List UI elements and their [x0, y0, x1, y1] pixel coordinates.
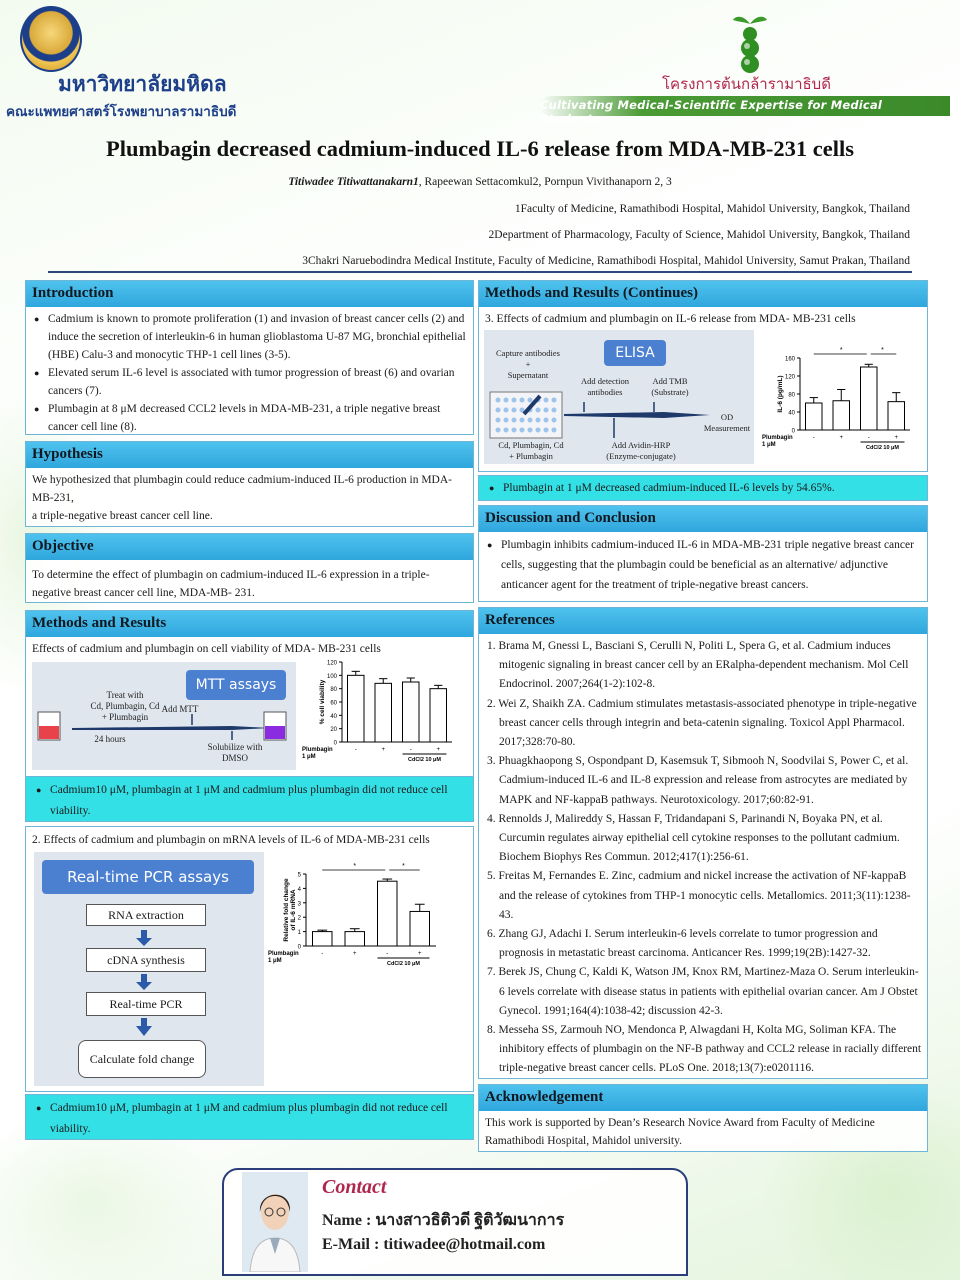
hypothesis-heading: Hypothesis: [26, 442, 473, 468]
acknowledgement-heading: Acknowledgement: [479, 1085, 927, 1111]
group-label: [762, 435, 793, 448]
objective-text: To determine the effect of plumbagin on cadmium-induced IL-6 expression in a triple-negative breast cancer cell line, MDA-MB- 231.: [32, 569, 430, 599]
result3-box: [478, 475, 928, 501]
mtt-solubilize-text: Solubilize with DMSO: [207, 742, 263, 763]
y-axis-label-line: IL-6 (pg/mL): [777, 375, 784, 413]
methods-cont-heading: Methods and Results (Continues): [479, 281, 927, 307]
intro-bullet: ● Cadmium is known to promote proliferation (1) and invasion of breast cancer cells (2) and induce the secretion of interleukin-6 in human glioblastoma U-87 MG, bronchial epithelial (HBE) Calu-3 and monocytic THP-1 cell lines (3-5).: [32, 310, 467, 364]
cdcl2-label: CdCl2 10 μM: [407, 757, 442, 763]
significance-mark: *: [881, 347, 884, 354]
affiliation-1: 1Faculty of Medicine, Ramathibodi Hospital, Mahidol University, Bangkok, Thailand: [514, 203, 910, 215]
group-label-line: Plumbagin: [762, 435, 793, 441]
hypothesis-text-2: a triple-negative breast cancer cell line.: [32, 510, 213, 522]
elisa-flow-arrow: [484, 330, 754, 464]
plumbagin-sign: -: [812, 435, 815, 441]
slogan-banner: [540, 96, 950, 126]
y-tick-label: 1: [297, 930, 301, 937]
project-name: โครงการต้นกล้ารามาธิบดี: [662, 75, 831, 93]
bar: [375, 683, 392, 742]
y-tick-label: 20: [330, 727, 337, 734]
first-author: Titiwadee Titiwattanakarn1: [288, 176, 419, 188]
pcr-flow-arrows: [132, 926, 156, 1042]
result2-text: ● Cadmium10 μM, plumbagin at 1 μM and cadmium plus plumbagin did not reduce cell viability.: [34, 1098, 465, 1140]
elisa-avidin-text: Add Avidin-HRP (Enzyme-conjugate): [606, 440, 676, 461]
il6-release-chart: [760, 346, 920, 456]
bar: [345, 932, 365, 946]
objective-section: [25, 533, 474, 603]
y-tick-label: 2: [297, 915, 301, 922]
elisa-cd-text: Cd, Plumbagin, Cd + Plumbagin: [498, 440, 564, 461]
y-tick-label: 0: [791, 428, 795, 435]
plumbagin-sign: +: [352, 951, 357, 957]
reference-item: 6. Zhang GJ, Adachi I. Serum interleukin-6 levels correlate to tumor progression and prognosis in metastatic breast carcinoma. Anticancer Res. 1999;19(2B):1427-32.: [487, 928, 878, 960]
university-seal-logo: [20, 6, 82, 72]
plumbagin-sign: -: [321, 951, 324, 957]
y-axis-label: [319, 679, 326, 724]
pcr-assays-label: Real-time PCR assays: [42, 860, 254, 894]
introduction-heading: Introduction: [26, 281, 473, 307]
y-tick-label: 100: [326, 673, 337, 680]
elisa-label: ELISA: [604, 340, 666, 366]
plumbagin-sign: -: [409, 747, 412, 753]
hypothesis-section: [25, 441, 474, 527]
y-tick-label: 80: [788, 392, 795, 399]
mtt-treat-text: Treat with Cd, Plumbagin, Cd + Plumbagin: [90, 690, 160, 722]
significance-mark: *: [402, 863, 405, 870]
introduction-section: [25, 280, 474, 435]
cell-viability-chart: [300, 654, 460, 772]
mtt-hours-text: 24 hours: [94, 734, 126, 744]
group-label-line: 1 μM: [302, 754, 316, 760]
pcr-step-fold: Calculate fold change: [78, 1040, 206, 1078]
discussion-text: ● Plumbagin inhibits cadmium-induced IL-6 in MDA-MB-231 triple negative breast cancer cells, suggesting that the plumbagin could be beneficial as an alternative/ adjunctive anticancer agent for the treatment of triple-negative breast cancers.: [485, 535, 921, 595]
reference-item: 1. Brama M, Gnessi L, Basciani S, Cerulli N, Politi L, Spera G, et al. Cadmium induces mitogenic signaling in breast cancer cell by an ERalpha-dependent mechanism. Mol Cell Endocrinol. 2007;264(1-2):102-8.: [487, 640, 909, 691]
hypothesis-text: We hypothesized that plumbagin could reduce cadmium-induced IL-6 production in MDA-MB-231,: [32, 474, 452, 504]
mtt-assays-label: MTT assays: [186, 670, 286, 700]
elisa-od-text: OD Measurement: [703, 412, 751, 433]
y-tick-label: 4: [297, 886, 301, 893]
y-tick-label: 0: [333, 740, 337, 747]
co-authors: , Rapeewan Settacomkul2, Pornpun Vivithanaporn 2, 3: [418, 176, 672, 188]
authors-line: [0, 176, 960, 188]
reference-item: 7. Berek JS, Chung C, Kaldi K, Watson JM, Knox RM, Martinez-Maza O. Serum interleukin-6 levels correlate with disease status in patients with epithelial ovarian cancer. Am J Obstet Gynecol. 1991;164(4):1038-42; discussion 42-3.: [487, 966, 919, 1017]
pcr-step-realtime: Real-time PCR: [86, 992, 206, 1016]
reference-item: 8. Messeha SS, Zarmouh NO, Mendonca P, Alwagdani H, Kolta MG, Soliman KFA. The inhibitory effects of plumbagin on the NF-B pathway and CCL2 release in racially different triple-negative breast cancer cells. PLoS One. 2018;13(7):e0201116.: [487, 1024, 922, 1075]
y-tick-label: 5: [297, 872, 301, 879]
y-axis-label-line: % cell viability: [319, 679, 326, 725]
methods-heading: Methods and Results: [26, 611, 473, 637]
result2-box: [25, 1094, 474, 1140]
author-photo: [242, 1172, 308, 1272]
acknowledgement-section: [478, 1084, 928, 1152]
group-label: [302, 747, 333, 760]
faculty-name: คณะแพทยศาสตร์โรงพยาบาลรามาธิบดี: [6, 104, 237, 120]
bar: [403, 682, 420, 742]
elisa-detect-text: Add detection antibodies: [581, 376, 629, 397]
il6-mrna-chart: [266, 860, 446, 970]
bar: [313, 932, 333, 946]
discussion-heading: Discussion and Conclusion: [479, 506, 927, 532]
y-tick-label: 40: [330, 713, 337, 720]
y-tick-label: 120: [326, 660, 337, 667]
bar: [861, 367, 878, 430]
bar: [410, 911, 430, 946]
contact-title: Contact: [322, 1176, 387, 1198]
result1-box: [25, 776, 474, 822]
y-tick-label: 80: [330, 687, 337, 694]
plumbagin-sign: -: [867, 435, 870, 441]
methods-part3-title: 3. Effects of cadmium and plumbagin on IL-6 release from MDA- MB-231 cells: [485, 313, 856, 325]
reference-item: 3. Phuagkhaopong S, Ospondpant D, Kasemsuk T, Sibmooh N, Soodvilai S, Power C, et al. Cadmium-induced IL-6 and IL-8 expression and release from astrocytes are mediated by MAPK and NF-kappaB pathways. Neurotoxicology. 2017;60:82-91.: [487, 755, 909, 806]
mtt-flow-arrow: [32, 662, 296, 770]
intro-bullet: ● Elevated serum IL-6 level is associated with tumor progression of breast (6) and ovarian cancers (7).: [32, 364, 467, 400]
y-tick-label: 160: [784, 356, 795, 363]
bar: [833, 401, 850, 430]
acknowledgement-text: This work is supported by Dean’s Research Novice Award from Faculty of Medicine Ramathibodi Hospital, Mahidol university.: [485, 1117, 875, 1147]
plumbagin-sign: -: [386, 951, 389, 957]
affiliation-3: 3Chakri Naruebodindra Medical Institute, Faculty of Medicine, Ramathibodi Hospital, Mahidol University, Samut Prakan, Thailand: [302, 255, 910, 267]
bar: [348, 675, 365, 742]
bar: [430, 689, 447, 742]
pcr-step-cdna: cDNA synthesis: [86, 948, 206, 972]
elisa-capture-text: Capture antibodies + Supernatant: [496, 348, 560, 380]
contact-name: Name : นางสาวธิติวดี ฐิติวัฒนาการ: [322, 1212, 565, 1229]
bar: [806, 403, 823, 430]
elisa-tmb-text: Add TMB (Substrate): [651, 376, 689, 397]
group-label-line: Plumbagin: [302, 747, 333, 753]
intro-bullet: ● Plumbagin at 8 μM decreased CCL2 levels in MDA-MB-231, a triple negative breast cancer cell line (8).: [32, 400, 467, 436]
plumbagin-sign: +: [839, 435, 844, 441]
significance-mark: *: [353, 863, 357, 870]
y-axis-label: [777, 375, 784, 412]
y-tick-label: 60: [330, 700, 337, 707]
project-logo: [727, 10, 773, 74]
bar: [378, 881, 398, 946]
group-label-line: 1 μM: [762, 442, 776, 448]
result3-text: ● Plumbagin at 1 μM decreased cadmium-induced IL-6 levels by 54.65%.: [487, 479, 919, 497]
reference-item: 5. Freitas M, Fernandes E. Zinc, cadmium and nickel increase the activation of NF-kappaB and the release of cytokines from THP-1 monocytic cells. Metallomics. 2011;3(11):1238-43.: [487, 870, 911, 921]
methods-part2-title: 2. Effects of cadmium and plumbagin on mRNA levels of IL-6 of MDA-MB-231 cells: [32, 834, 430, 846]
y-tick-label: 40: [788, 410, 795, 417]
plumbagin-sign: +: [381, 747, 386, 753]
result1-text: ● Cadmium10 μM, plumbagin at 1 μM and cadmium plus plumbagin did not reduce cell viability.: [34, 780, 465, 822]
plumbagin-sign: -: [354, 747, 357, 753]
cdcl2-label: CdCl2 10 μM: [865, 445, 900, 451]
mtt-add-text: Add MTT: [161, 704, 199, 714]
group-label-line: 1 μM: [268, 958, 282, 964]
bar: [888, 402, 905, 430]
y-tick-label: 120: [784, 374, 795, 381]
y-axis-label-line: of IL-6 mRNA: [290, 889, 297, 931]
header-divider: [48, 271, 912, 273]
reference-item: 4. Rennolds J, Malireddy S, Hassan F, Tridandapani S, Parinandi N, Boyaka PN, et al. Curcumin regulates airway epithelial cell cytokine responses to the pollutant cadmium. Biochem Biophys Res Commun. 2012;417(1):256-61.: [487, 812, 900, 864]
group-label: [268, 951, 299, 964]
plumbagin-sign: +: [894, 435, 899, 441]
poster-title: Plumbagin decreased cadmium-induced IL-6 release from MDA-MB-231 cells: [105, 136, 855, 161]
significance-mark: *: [839, 347, 843, 354]
pcr-step-rna: RNA extraction: [86, 904, 206, 926]
y-axis-label: [283, 878, 297, 942]
contact-email[interactable]: E-Mail : titiwadee@hotmail.com: [322, 1236, 546, 1253]
references-heading: References: [479, 608, 927, 634]
slogan-text: Cultivating Medical-Scientific Expertise for Medical Students: [540, 98, 883, 126]
discussion-section: [478, 505, 928, 602]
university-name: มหาวิทยาลัยมหิดล: [58, 72, 227, 96]
cdcl2-label: CdCl2 10 μM: [386, 961, 421, 967]
y-tick-label: 3: [297, 901, 301, 908]
affiliation-2: 2Department of Pharmacology, Faculty of Science, Mahidol University, Bangkok, Thailand: [488, 229, 910, 241]
references-section: [478, 607, 928, 1079]
plumbagin-sign: +: [436, 747, 441, 753]
group-label-line: Plumbagin: [268, 951, 299, 957]
reference-item: 2. Wei Z, Shaikh ZA. Cadmium stimulates metastasis-associated phenotype in triple-negative breast cancer cells through integrin and beta-catenin signaling. Toxicol Appl Pharmacol. 2017;328:70-80.: [487, 697, 917, 749]
plumbagin-sign: +: [417, 951, 422, 957]
methods-part1-title: Effects of cadmium and plumbagin on cell viability of MDA- MB-231 cells: [32, 643, 381, 655]
y-axis-label-line: Relative fold change: [283, 878, 290, 942]
y-tick-label: 0: [297, 944, 301, 951]
objective-heading: Objective: [26, 534, 473, 560]
